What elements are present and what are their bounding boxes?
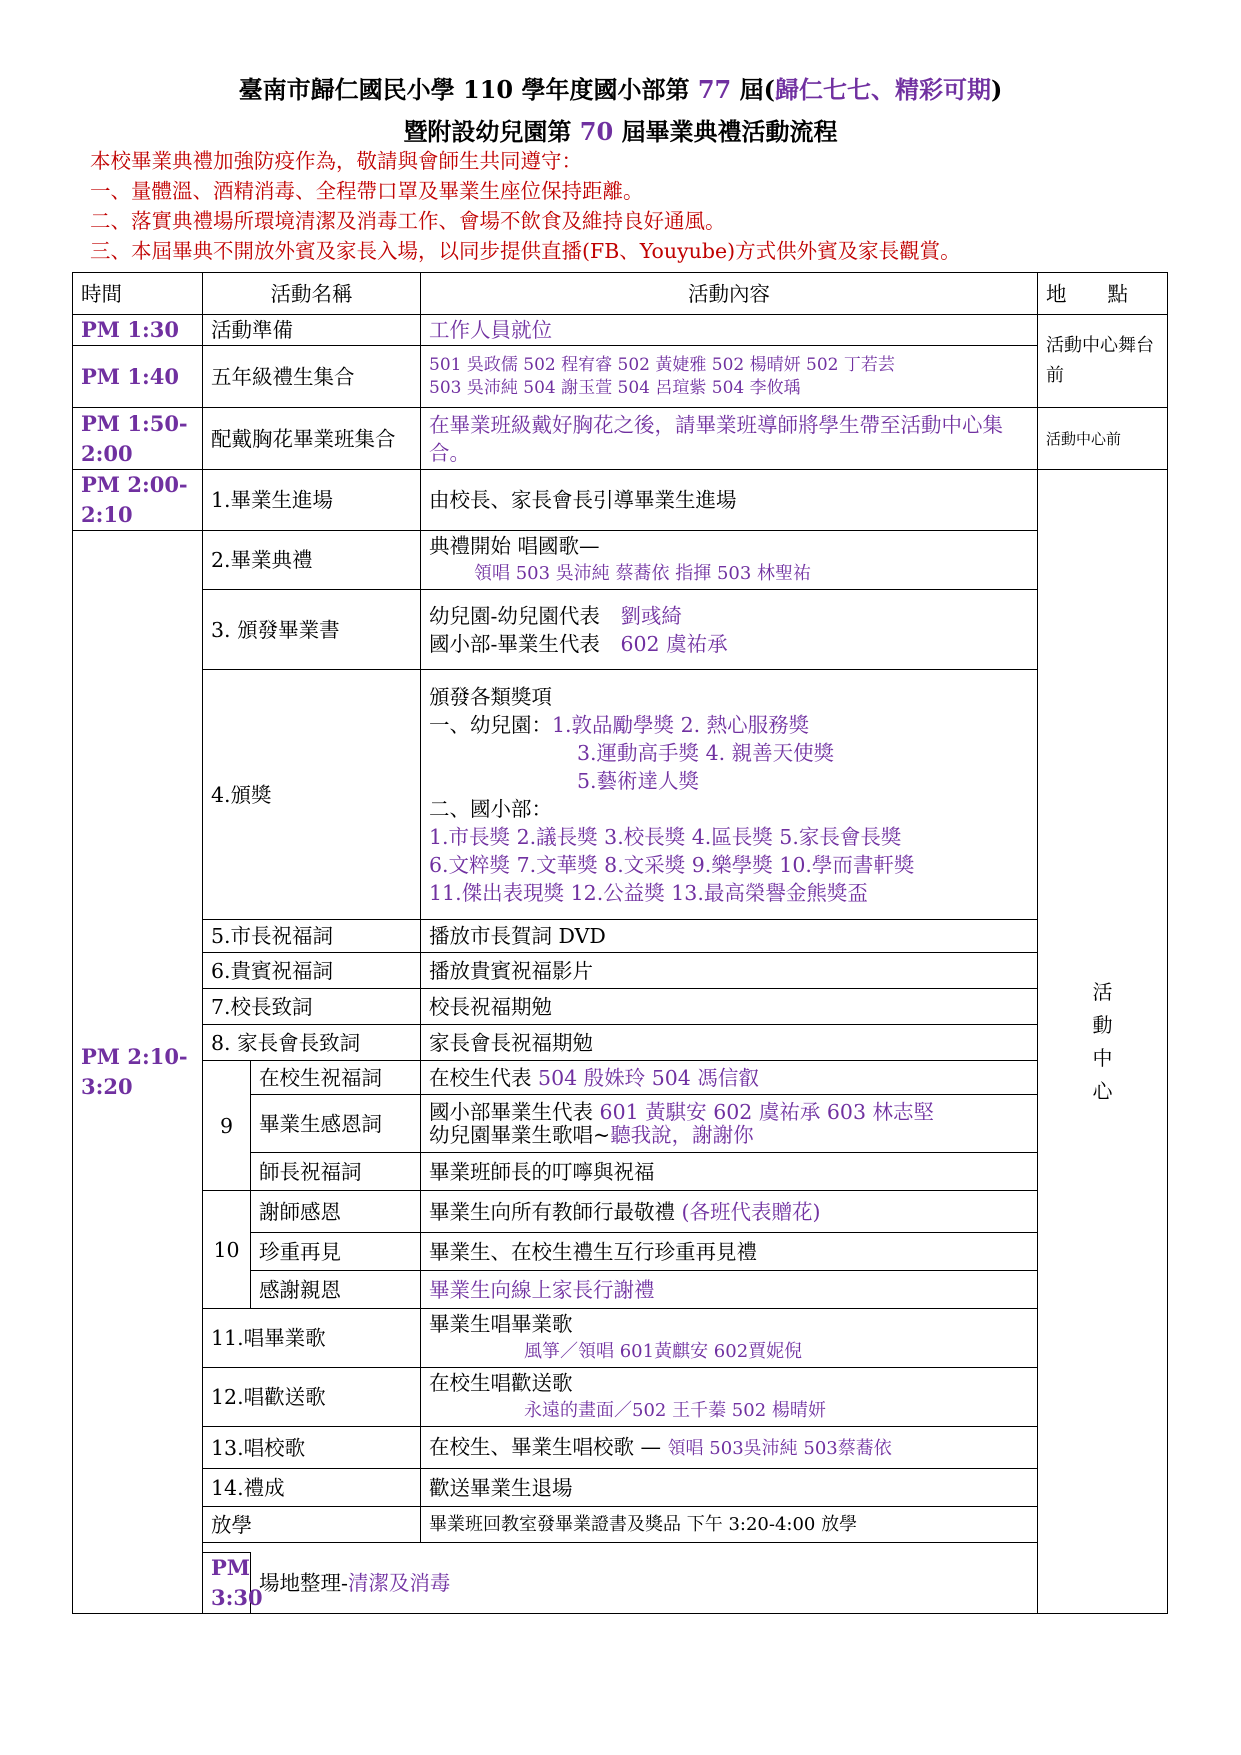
row-name: 五年級禮生集合 xyxy=(203,346,421,408)
content-line: 3.運動高手獎 4. 親善天使獎 xyxy=(577,740,835,765)
place-char: 心 xyxy=(1092,1078,1113,1103)
table-row xyxy=(73,408,1168,470)
table-row xyxy=(73,1469,1168,1507)
row-name: 8. 家長會長致詞 xyxy=(203,1025,421,1061)
table-row xyxy=(73,989,1168,1025)
content-line: 11.傑出表現獎 12.公益獎 13.最高榮譽金熊獎盃 xyxy=(429,880,868,905)
row-content xyxy=(421,531,1038,590)
row-name: 感謝親恩 xyxy=(251,1271,421,1309)
row-place: 活動中心前 xyxy=(1038,408,1168,470)
row-name: 謝師感恩 xyxy=(251,1191,421,1233)
table-row xyxy=(73,315,1168,346)
row-name: 7.校長致詞 xyxy=(203,989,421,1025)
row-content: 畢業生向線上家長行謝禮 xyxy=(421,1271,1038,1309)
table-row xyxy=(73,1427,1168,1469)
content-line: 領唱 503 吳沛純 蔡蕎依 指揮 503 林聖祐 xyxy=(474,563,812,584)
row-content: 在校生、畢業生唱校歌 — 領唱 503吳沛純 503蔡蕎依 xyxy=(421,1427,1038,1469)
table-header xyxy=(73,273,1168,315)
row-name: 13.唱校歌 xyxy=(203,1427,421,1469)
table-row xyxy=(73,531,1168,590)
content-line: 風箏／領唱 601黃麒安 602賈妮倪 xyxy=(524,1341,803,1362)
group-number: 9 xyxy=(203,1061,251,1191)
row-content: 在畢業班級戴好胸花之後，請畢業班導師將學生帶至活動中心集合。 xyxy=(421,408,1038,470)
row-place: 活動中心舞台前 xyxy=(1038,315,1168,408)
row-content: 由校長、家長會長引導畢業生進場 xyxy=(421,470,1038,531)
title-line-1: 臺南市歸仁國民小學 110 學年度國小部第 77 屆(歸仁七七、精彩可期) xyxy=(238,75,1003,104)
content-line: 在校生唱歡送歌 xyxy=(429,1371,573,1395)
table-row xyxy=(73,1309,1168,1368)
notice-line: 一、量體溫、酒精消毒、全程帶口罩及畢業生座位保持距離。 xyxy=(90,179,644,203)
row-name: 6.貴賓祝福詞 xyxy=(203,953,421,989)
row-name: 珍重再見 xyxy=(251,1233,421,1271)
row-content: 播放市長賀詞 DVD xyxy=(421,920,1038,953)
table-row xyxy=(73,346,1168,408)
row-content xyxy=(421,1095,1038,1153)
row-content: 畢業班師長的叮嚀與祝福 xyxy=(421,1153,1038,1191)
row-content: 畢業班回教室發畢業證書及獎品 下午 3:20-4:00 放學 xyxy=(421,1507,1038,1543)
notice-line: 三、本屆畢典不開放外賓及家長入場，以同步提供直播(FB、Youyube)方式供外賓及家長觀賞。 xyxy=(90,239,961,263)
place-char: 活 xyxy=(1092,979,1113,1004)
place-activity-center xyxy=(1038,470,1168,1614)
content-line: 1.市長獎 2.議長獎 3.校長獎 4.區長獎 5.家長會長獎 xyxy=(429,824,902,849)
table-row xyxy=(73,590,1168,670)
table-row xyxy=(73,1507,1168,1543)
row-time: PM 2:10-3:20 xyxy=(73,531,203,1614)
row-content xyxy=(421,1368,1038,1427)
row-time: PM 1:30 xyxy=(73,315,203,346)
row-time: PM 3:30 xyxy=(203,1553,251,1614)
schedule-table xyxy=(72,272,1168,1614)
spacer xyxy=(203,1543,1038,1553)
row-content: 畢業生向所有教師行最敬禮 (各班代表贈花) xyxy=(421,1191,1038,1233)
row-content: 家長會長祝福期勉 xyxy=(421,1025,1038,1061)
row-content: 歡送畢業生退場 xyxy=(421,1469,1038,1507)
header-time: 時間 xyxy=(73,273,203,315)
table-row xyxy=(73,470,1168,531)
table-row xyxy=(73,1368,1168,1427)
content-line: 501 吳政儒 502 程宥睿 502 黃婕雅 502 楊晴妍 502 丁若芸 xyxy=(429,354,895,375)
row-content xyxy=(421,346,1038,408)
row-time: PM 2:00-2:10 xyxy=(73,470,203,531)
content-line: 畢業生唱畢業歌 xyxy=(429,1312,573,1336)
title-line-2: 暨附設幼兒園第 70 屆畢業典禮活動流程 xyxy=(403,117,838,146)
content-line: 一、幼兒園：1.敦品勵學獎 2. 熱心服務獎 xyxy=(429,712,810,737)
notice-line: 二、落實典禮場所環境清潔及消毒工作、會場不飲食及維持良好通風。 xyxy=(90,209,726,233)
group-number: 10 xyxy=(203,1191,251,1309)
row-name: 在校生祝福詞 xyxy=(251,1061,421,1095)
row-name: 師長祝福詞 xyxy=(251,1153,421,1191)
row-name: 場地整理-清潔及消毒 xyxy=(251,1553,1168,1614)
content-line: 永遠的畫面／502 王千蓁 502 楊晴妍 xyxy=(524,1400,826,1421)
header-place: 地 點 xyxy=(1038,273,1168,315)
row-time: PM 1:50-2:00 xyxy=(73,408,203,470)
header-content: 活動內容 xyxy=(421,273,1038,315)
content-line: 國小部畢業生代表 601 黃騏安 602 虞祐承 603 林志堅 xyxy=(429,1099,934,1124)
row-time: PM 1:40 xyxy=(73,346,203,408)
table-row xyxy=(73,1061,1168,1095)
content-line: 頒發各類獎項 xyxy=(429,684,552,709)
notice-line: 本校畢業典禮加強防疫作為，敬請與會師生共同遵守： xyxy=(90,149,582,173)
table-row xyxy=(73,670,1168,920)
content-line: 幼兒園畢業生歌唱~聽我說，謝謝你 xyxy=(429,1122,754,1147)
row-name: 3. 頒發畢業書 xyxy=(203,590,421,670)
content-line: 5.藝術達人獎 xyxy=(577,768,700,793)
place-char: 中 xyxy=(1092,1045,1113,1070)
table-row xyxy=(73,953,1168,989)
content-line: 6.文粹獎 7.文華獎 8.文采獎 9.樂學獎 10.學而書軒獎 xyxy=(429,852,915,877)
content-line: 幼兒園-幼兒園代表 劉彧綺 xyxy=(429,603,682,628)
row-name: 活動準備 xyxy=(203,315,421,346)
row-name: 5.市長祝福詞 xyxy=(203,920,421,953)
row-content xyxy=(421,1309,1038,1368)
place-char: 動 xyxy=(1092,1012,1113,1037)
row-name: 1.畢業生進場 xyxy=(203,470,421,531)
table-spacer-row xyxy=(73,1543,1168,1553)
row-name: 配戴胸花畢業班集合 xyxy=(203,408,421,470)
table-row xyxy=(73,1553,1168,1614)
covid-notice xyxy=(90,146,961,266)
row-name: 12.唱歡送歌 xyxy=(203,1368,421,1427)
content-line: 503 吳沛純 504 謝玉萱 504 呂瑄紫 504 李攸瑀 xyxy=(429,377,801,398)
row-name: 畢業生感恩詞 xyxy=(251,1095,421,1153)
row-content: 在校生代表 504 殷姝玲 504 馮信叡 xyxy=(421,1061,1038,1095)
row-content: 播放貴賓祝福影片 xyxy=(421,953,1038,989)
row-content: 工作人員就位 xyxy=(421,315,1038,346)
row-name: 4.頒獎 xyxy=(203,670,421,920)
row-name: 2.畢業典禮 xyxy=(203,531,421,590)
row-name: 14.禮成 xyxy=(203,1469,421,1507)
content-line: 國小部-畢業生代表 602 虞祐承 xyxy=(429,631,728,656)
row-content xyxy=(421,590,1038,670)
content-line: 典禮開始 唱國歌— xyxy=(429,534,600,558)
content-line: 二、國小部： xyxy=(429,796,552,821)
table-row xyxy=(73,1025,1168,1061)
row-name: 11.唱畢業歌 xyxy=(203,1309,421,1368)
header-name: 活動名稱 xyxy=(203,273,421,315)
table-row xyxy=(73,1191,1168,1233)
table-row xyxy=(73,920,1168,953)
row-content: 畢業生、在校生禮生互行珍重再見禮 xyxy=(421,1233,1038,1271)
row-name: 放學 xyxy=(203,1507,421,1543)
row-content xyxy=(421,670,1038,920)
row-content: 校長祝福期勉 xyxy=(421,989,1038,1025)
